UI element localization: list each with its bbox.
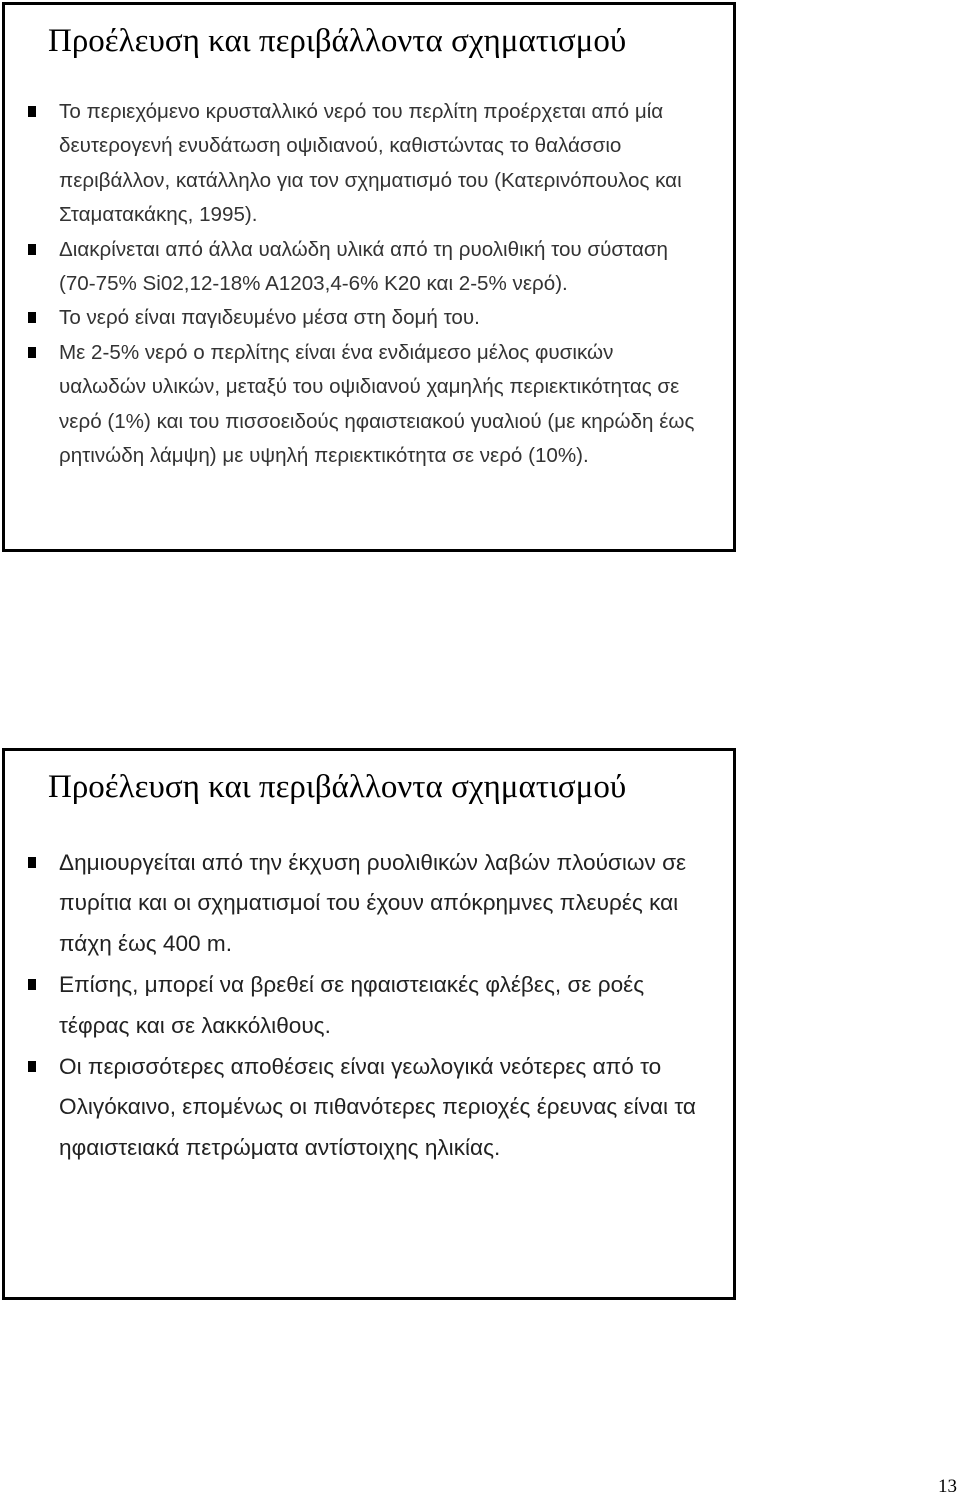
bullet-item [5,301,733,335]
square-bullet-icon [28,979,36,990]
page-number: 13 [938,1476,957,1497]
bullet-item [5,336,733,474]
bullet-item [5,965,733,1046]
bullet-item [5,233,733,302]
slide-2 [2,748,736,1300]
bullet-text: Διακρίνεται από άλλα υαλώδη υλικά από τη ρυολιθική του σύσταση (70-75% Si02,12-18% A1203,4-6% K20 και 2-5% νερό). [59,237,669,296]
slide-2-bullet-list [5,843,733,1169]
bullet-item [5,1047,733,1168]
slide-1-title: Προέλευση και περιβάλλοντα σχηματισμού [48,23,627,59]
square-bullet-icon [28,312,36,323]
square-bullet-icon [28,106,36,117]
square-bullet-icon [28,1061,36,1072]
bullet-text: Επίσης, μπορεί να βρεθεί σε ηφαιστειακές φλέβες, σε ροές τέφρας και σε λακκόλιθους. [59,972,645,1038]
slide-1 [2,2,736,552]
bullet-text: Το νερό είναι παγιδευμένο μέσα στη δομή του. [59,306,480,330]
slide-1-bullet-list [5,95,733,473]
bullet-text: Με 2-5% νερό ο περλίτης είναι ένα ενδιάμεσο μέλος φυσικών υαλωδών υλικών, μεταξύ του οψιδιανού χαμηλής περιεκτικότητας σε νερό (1%) και του πισσοειδούς ηφαιστειακού γυαλιού (με κηρώδη έως ρητινώδη λάμψη) με υψηλή περιεκτικότητα σε νερό (10%). [59,340,695,468]
bullet-item [5,843,733,964]
square-bullet-icon [28,244,36,255]
bullet-item [5,95,733,233]
slide-2-title: Προέλευση και περιβάλλοντα σχηματισμού [48,769,627,805]
bullet-text: Οι περισσότερες αποθέσεις είναι γεωλογικά νεότερες από το Ολιγόκαινο, επομένως οι πιθανότερες περιοχές έρευνας είναι τα ηφαιστειακά πετρώματα αντίστοιχης ηλικίας. [59,1054,696,1160]
bullet-text: Το περιεχόμενο κρυσταλλικό νερό του περλίτη προέρχεται από μία δευτερογενή ενυδάτωση οψιδιανού, καθιστώντας το θαλάσσιο περιβάλλον, κατάλληλο για τον σχηματισμό του (Κατερινόπουλος και Σταματακάκης, 1995). [59,100,682,227]
square-bullet-icon [28,857,36,868]
bullet-text: Δημιουργείται από την έκχυση ρυολιθικών λαβών πλούσιων σε πυρίτια και οι σχηματισμοί του έχουν απόκρημνες πλευρές και πάχη έως 400 m. [59,850,687,956]
square-bullet-icon [28,347,36,358]
